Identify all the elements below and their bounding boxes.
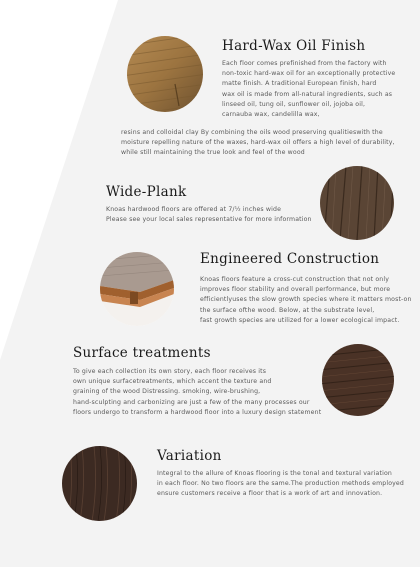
section-heading: Variation bbox=[157, 448, 222, 464]
wood-grain-variation-image bbox=[62, 446, 137, 521]
section-body: Knoas floors feature a cross-cut construction that not only improves floor stability and overall performance, but more efficientlyuses the slow growth species where it matters most-on the surface ofthe wood. Below, at the substrate level, fast growth species are utilized for a lower ecological impact. bbox=[200, 276, 412, 324]
section-body: To give each collection its own story, each floor receives its own unique surfacetreatments, which accent the texture and graining of the wood Distressing. smoking, wire-brushing, hand-sculpting and carbonizing are just a few of the many processes our floors undergo to transform a hardwood floor into a luxury design statement bbox=[73, 368, 322, 416]
section-body: Knoas hardwood floors are offered at 7/½ inches wide Please see your local sales representative for more information bbox=[106, 206, 312, 224]
section-heading: Hard-Wax Oil Finish bbox=[222, 38, 366, 54]
section-heading: Surface treatments bbox=[73, 345, 211, 361]
section-body-continuation: resins and colloidal clay By combining the oils wood preserving qualitieswith the moisture repelling nature of the waxes, hard-wax oil offers a high level of durability, while still maintaining the true look and feel of the wood bbox=[121, 129, 395, 157]
section-body: Each floor comes prefinished from the factory with non-toxic hard-wax oil for an exceptionally protective matte finish. A traditional European finish, hard wax oil is made from all-natural ingredients, such as linseed oil, tung oil, sunflower oil, jojoba oil, carnauba wax, candelilla wax, bbox=[222, 60, 396, 119]
treated-surface-image bbox=[322, 344, 394, 416]
wide-plank-floor-image bbox=[320, 166, 394, 240]
section-body: Integral to the allure of Knoas flooring is the tonal and textural variation in each floor. No two floors are the same.The production methods employed ensure customers receive a floor that is a work of art and innovation. bbox=[157, 470, 404, 498]
oiled-wood-sample-image bbox=[127, 36, 203, 112]
section-heading: Engineered Construction bbox=[200, 251, 380, 267]
engineered-plank-image bbox=[100, 252, 174, 326]
section-heading: Wide-Plank bbox=[106, 184, 187, 200]
